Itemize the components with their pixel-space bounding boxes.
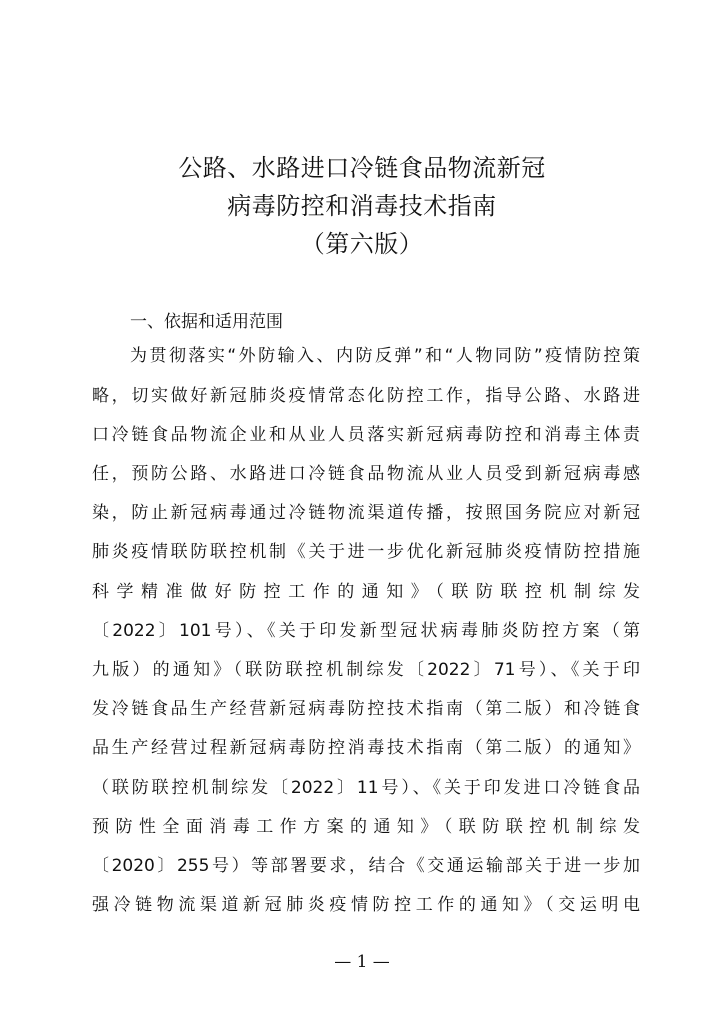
body-line-9: 九版）的通知》（联防联控机制综发〔2022〕71号）、《关于印 bbox=[92, 660, 640, 680]
document-title-line-1: 公路、水路进口冷链食品物流新冠 bbox=[178, 154, 546, 182]
body-line-2: 略，切实做好新冠肺炎疫情常态化防控工作，指导公路、水路进 bbox=[92, 386, 640, 406]
body-line-1: 为贯彻落实“外防输入、内防反弹”和“人物同防”疫情防控策 bbox=[130, 346, 640, 366]
body-line-5: 染，防止新冠病毒通过冷链物流渠道传播，按照国务院应对新冠 bbox=[92, 503, 640, 523]
body-line-14: 〔2020〕255号）等部署要求，结合《交通运输部关于进一步加 bbox=[92, 856, 640, 876]
document-title-line-2: 病毒防控和消毒技术指南 bbox=[227, 192, 497, 220]
body-line-7: 科学精准做好防控工作的通知》（联防联控机制综发 bbox=[92, 582, 640, 602]
body-line-3: 口冷链食品物流企业和从业人员落实新冠病毒防控和消毒主体责 bbox=[92, 425, 640, 445]
body-line-15: 强冷链物流渠道新冠肺炎疫情防控工作的通知》（交运明电 bbox=[92, 895, 640, 915]
body-line-12: （联防联控机制综发〔2022〕11号）、《关于印发进口冷链食品 bbox=[92, 778, 640, 798]
body-line-8: 〔2022〕101号）、《关于印发新型冠状病毒肺炎防控方案（第 bbox=[92, 621, 640, 641]
body-line-6: 肺炎疫情联防联控机制《关于进一步优化新冠肺炎疫情防控措施 bbox=[92, 542, 640, 562]
body-line-11: 品生产经营过程新冠病毒防控消毒技术指南（第二版）的通知》 bbox=[92, 738, 640, 758]
body-line-10: 发冷链食品生产经营新冠病毒防控技术指南（第二版）和冷链食 bbox=[92, 699, 640, 719]
document-title-edition: （第六版） bbox=[300, 230, 424, 258]
body-line-13: 预防性全面消毒工作方案的通知》（联防联控机制综发 bbox=[92, 817, 640, 837]
page-number: — 1 — bbox=[334, 952, 390, 972]
body-line-4: 任，预防公路、水路进口冷链食品物流从业人员受到新冠病毒感 bbox=[92, 464, 640, 484]
section-heading: 一、依据和适用范围 bbox=[130, 312, 283, 332]
